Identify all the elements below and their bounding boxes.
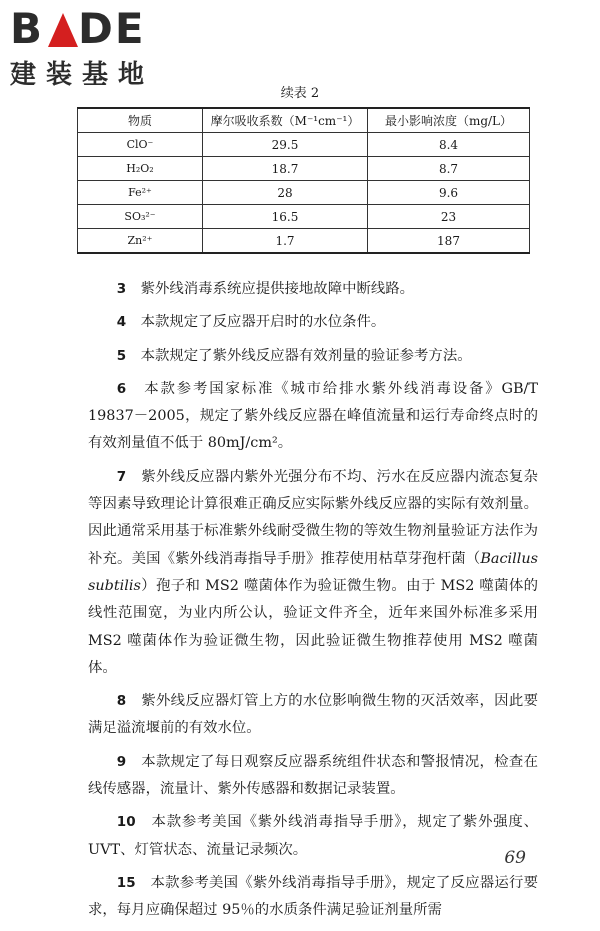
clause-number: 7 <box>116 468 127 485</box>
clause-number: 10 <box>116 814 136 831</box>
table-row <box>78 133 530 157</box>
clause-paragraph <box>88 276 538 303</box>
clause-paragraph <box>88 376 538 458</box>
logo-letters-de: DE <box>78 4 146 53</box>
clause-number: 8 <box>116 693 127 710</box>
cell-concentration: 8.7 <box>368 157 530 181</box>
logo-subtitle: 建装基地 <box>10 60 155 90</box>
cell-substance: SO₃²⁻ <box>78 205 203 229</box>
header-min-concentration: 最小影响浓度（mg/L） <box>368 108 530 133</box>
clause-paragraph <box>88 809 538 864</box>
clause-paragraph <box>88 870 538 925</box>
cell-concentration: 23 <box>368 205 530 229</box>
cell-substance: H₂O₂ <box>78 157 203 181</box>
clause-number: 6 <box>116 380 127 397</box>
cell-absorption: 29.5 <box>203 133 368 157</box>
logo-letter-b: B <box>10 4 45 53</box>
clause-paragraph <box>88 749 538 804</box>
cell-absorption: 1.7 <box>203 229 368 254</box>
cell-absorption: 18.7 <box>203 157 368 181</box>
clause-text: 紫外线消毒系统应提供接地故障中断线路。 <box>140 281 415 297</box>
page-number: 69 <box>504 848 526 868</box>
cell-concentration: 187 <box>368 229 530 254</box>
clause-number: 15 <box>116 874 136 891</box>
clause-paragraph <box>88 343 538 370</box>
table-row <box>78 205 530 229</box>
clause-text: 本款规定了反应器开启时的水位条件。 <box>140 314 386 331</box>
clause-text: 本款规定了每日观察反应器系统组件状态和警报情况，检查在线传感器，流量计、紫外传感器和数据记录装置。 <box>88 753 538 798</box>
cell-substance: Fe²⁺ <box>78 181 203 205</box>
clause-paragraph <box>88 309 538 336</box>
cell-absorption: 28 <box>203 181 368 205</box>
table-row <box>78 157 530 181</box>
cell-substance: Zn²⁺ <box>78 229 203 254</box>
clause-number: 3 <box>116 281 127 297</box>
latin-species-name: Bacillus subtilis <box>88 550 538 594</box>
clause-paragraph <box>88 464 538 682</box>
logo-triangle-a <box>44 9 78 49</box>
clause-paragraph <box>88 688 538 743</box>
clause-text: 本款参考美国《紫外线消毒指导手册》，规定了反应器运行要求，每月应确保超过 95％的水质条件满足验证剂量所需 <box>88 874 538 919</box>
header-molar-absorption: 摩尔吸收系数（M⁻¹cm⁻¹） <box>203 108 368 133</box>
clause-text: 紫外线反应器灯管上方的水位影响微生物的灭活效率，因此要满足溢流堰前的有效水位。 <box>88 693 538 737</box>
cell-substance: ClO⁻ <box>78 133 203 157</box>
table-caption: 续表 2 <box>280 86 320 101</box>
publisher-logo <box>10 6 180 90</box>
clause-number: 4 <box>116 314 127 331</box>
data-table <box>77 107 530 254</box>
clause-text: 本款参考国家标准《城市给排水紫外线消毒设备》GB/T 19837－2005，规定了紫外线反应器在峰值流量和运行寿命终点时的有效剂量值不低于 80mJ/cm²。 <box>88 380 538 452</box>
clause-text: 本款规定了紫外线反应器有效剂量的验证参考方法。 <box>140 347 472 364</box>
clause-number: 5 <box>116 347 127 364</box>
clause-text: 本款参考美国《紫外线消毒指导手册》，规定了紫外强度、UVT、灯管状态、流量记录频次。 <box>88 814 538 858</box>
cell-concentration: 8.4 <box>368 133 530 157</box>
body-text <box>88 276 538 931</box>
table-row <box>78 181 530 205</box>
clause-text-continued: ）孢子和 MS2 噬菌体作为验证微生物。由于 MS2 噬菌体的线性范围宽，为业内所公认，验证文件齐全，近年来国外标准多采用 MS2 噬菌体作为验证微生物，因此验证微生物推荐使用 MS2 噬菌体。 <box>88 577 538 676</box>
clause-text: 紫外线反应器内紫外光强分布不均、污水在反应器内流态复杂等因素导致理论计算很难正确反应实际紫外线反应器的实际有效剂量。因此通常采用基于标准紫外线耐受微生物的等效生物剂量验证方法作为补充。美国《紫外线消毒指导手册》推荐使用枯草芽孢杆菌（ <box>88 468 538 567</box>
cell-concentration: 9.6 <box>368 181 530 205</box>
header-substance: 物质 <box>78 108 203 133</box>
clause-number: 9 <box>116 753 127 770</box>
cell-absorption: 16.5 <box>203 205 368 229</box>
table-header-row <box>78 108 530 133</box>
logo-wordmark <box>10 6 180 52</box>
table-row <box>78 229 530 254</box>
